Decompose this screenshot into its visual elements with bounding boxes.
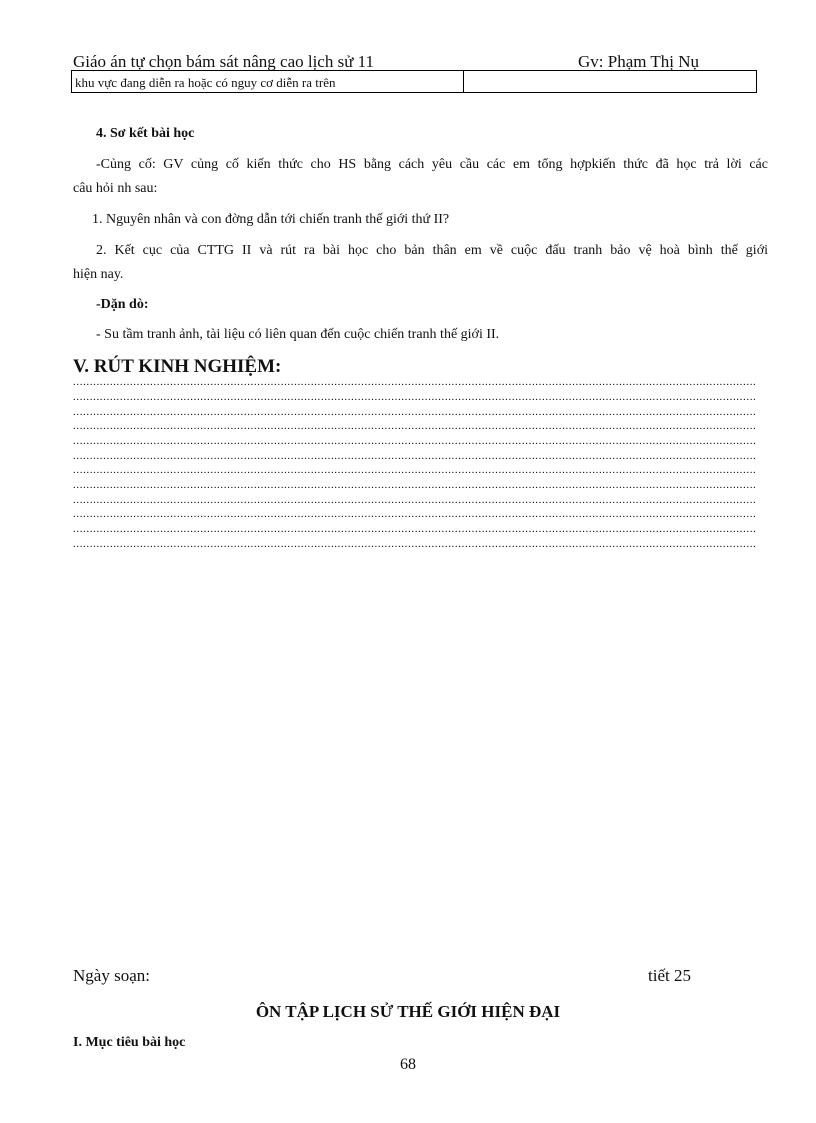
consolidate-line-1: -Củng cố: GV củng cố kiến thức cho HS bằng cách yêu cầu các em tổng hợpkiến thức đã học trả lời các	[96, 157, 768, 172]
table-cell-right	[464, 70, 756, 92]
dotted-line: ............................................................................................................................................................................................................	[73, 392, 757, 402]
question-1: 1. Nguyên nhân và con đờng dẫn tới chiến tranh thế giới thứ II?	[92, 212, 450, 227]
dotted-line: ............................................................................................................................................................................................................	[73, 524, 757, 534]
header-teacher: Gv: Phạm Thị Nụ	[578, 52, 700, 71]
dotted-line: ............................................................................................................................................................................................................	[73, 436, 757, 446]
period-label: tiết 25	[648, 966, 691, 985]
dotted-line: ............................................................................................................................................................................................................	[73, 539, 757, 549]
dotted-line: ............................................................................................................................................................................................................	[73, 509, 757, 519]
section-5-heading: V. RÚT KINH NGHIỆM:	[73, 356, 282, 377]
section-4-heading: 4. Sơ kết bài học	[96, 126, 195, 141]
question-2-line-2: hiện nay.	[73, 267, 124, 282]
objectives-heading: I. Mục tiêu bài học	[73, 1035, 186, 1050]
dotted-line: ............................................................................................................................................................................................................	[73, 495, 757, 505]
homework-text: - Su tầm tranh ảnh, tài liệu có liên quan đến cuộc chiến tranh thế giới II.	[96, 327, 500, 342]
dotted-line: ............................................................................................................................................................................................................	[73, 465, 757, 475]
dotted-line: ............................................................................................................................................................................................................	[73, 451, 757, 461]
continuation-table	[71, 70, 757, 93]
homework-label: -Dặn dò:	[96, 297, 149, 312]
table-cell-left: khu vực đang diễn ra hoặc có nguy cơ diễn ra trên	[72, 70, 464, 92]
question-2-line-1: 2. Kết cục của CTTG II và rút ra bài học cho bản thân em về cuộc đấu tranh bảo vệ hoà bình thế giới	[96, 243, 768, 258]
date-label: Ngày soạn:	[73, 966, 150, 985]
lesson-title: ÔN TẬP LỊCH SỬ THẾ GIỚI HIỆN ĐẠI	[255, 1002, 561, 1021]
consolidate-line-2: câu hỏi nh sau:	[73, 181, 158, 196]
header-title: Giáo án tự chọn bám sát nâng cao lịch sử 11	[73, 52, 375, 71]
dotted-line: ............................................................................................................................................................................................................	[73, 377, 757, 387]
dotted-line: ............................................................................................................................................................................................................	[73, 421, 757, 431]
page-number: 68	[400, 1056, 416, 1073]
dotted-line: ............................................................................................................................................................................................................	[73, 407, 757, 417]
dotted-line: ............................................................................................................................................................................................................	[73, 480, 757, 490]
